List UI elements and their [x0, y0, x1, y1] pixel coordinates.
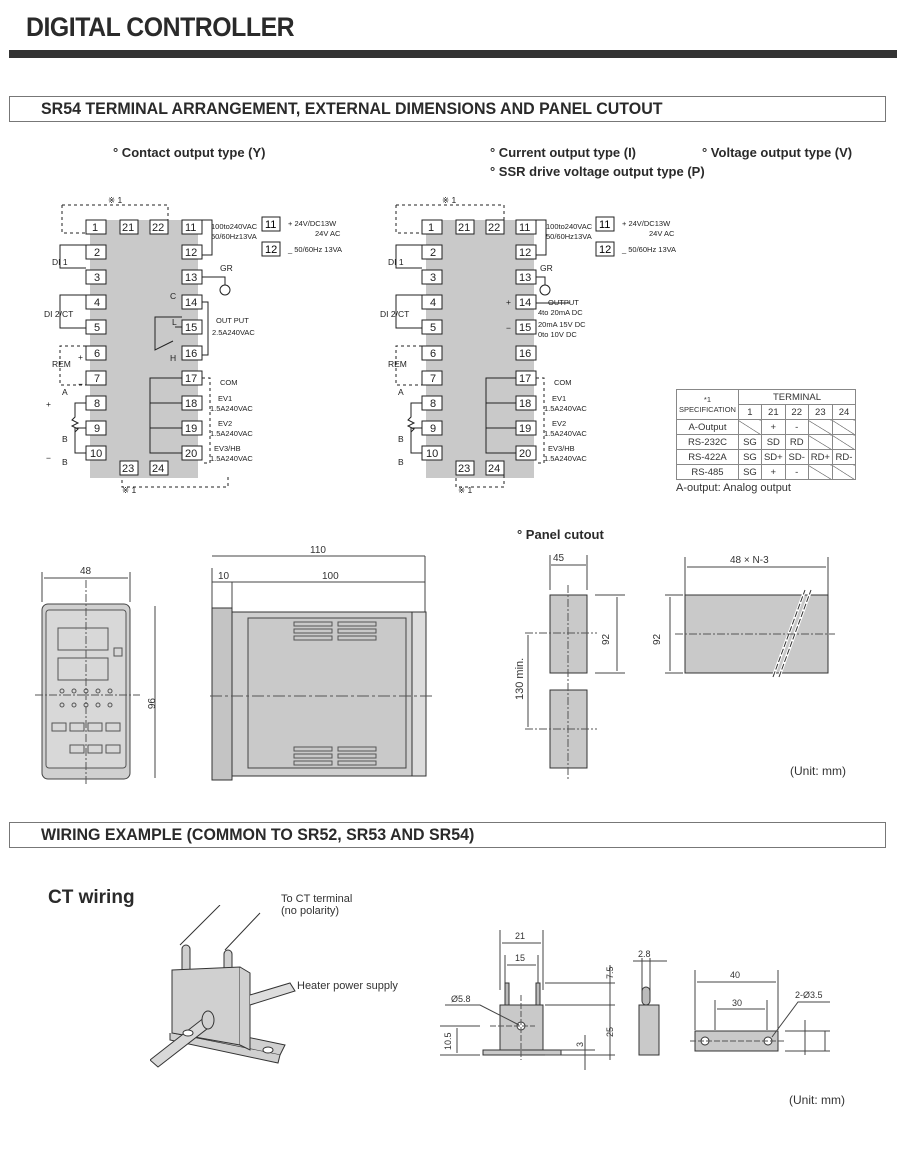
svg-text:GR: GR [540, 263, 553, 273]
panel-cutout-diagram [505, 545, 855, 785]
svg-text:96: 96 [145, 698, 156, 710]
svg-text:B: B [398, 434, 404, 444]
svg-text:+: + [506, 297, 511, 307]
svg-text:H: H [170, 353, 177, 363]
front-view-dimension [30, 560, 170, 790]
title-rule [9, 50, 897, 58]
table-row: RS-232C SG SD RD [677, 435, 856, 450]
svg-text:14: 14 [185, 297, 198, 309]
dc-power-option-left [260, 212, 370, 262]
svg-text:24V AC: 24V AC [649, 229, 675, 238]
svg-text:−: − [78, 379, 83, 389]
table-row: RS-485 SG + - [677, 465, 856, 480]
svg-text:24: 24 [488, 463, 501, 475]
svg-text:18: 18 [519, 398, 532, 410]
svg-text:DI 1: DI 1 [52, 257, 68, 267]
svg-text:1: 1 [92, 222, 99, 234]
svg-text:Ø5.8: Ø5.8 [451, 994, 471, 1004]
svg-text:24: 24 [152, 463, 165, 475]
svg-text:A: A [62, 387, 68, 397]
svg-text:110: 110 [310, 545, 326, 556]
svg-text:7: 7 [94, 373, 101, 385]
svg-text:DI 2/CT: DI 2/CT [44, 309, 74, 319]
svg-text:16: 16 [185, 348, 198, 360]
communication-spec-table: *1 SPECIFICATION TERMINAL 1 21 22 23 24 A-Output + - RS-232C SG SD RD RS-422A SG SD+ SD- RD+ RD- RS-485 SG + - A-output: Analog output [676, 389, 856, 494]
svg-text:18: 18 [185, 398, 198, 410]
svg-text:20: 20 [519, 448, 532, 460]
svg-text:10: 10 [218, 571, 230, 582]
svg-text:13: 13 [185, 272, 198, 284]
side-view-dimension [210, 540, 440, 790]
svg-text:4: 4 [94, 297, 101, 309]
svg-text:23: 23 [458, 463, 471, 475]
table-row: A-Output + - [677, 420, 856, 435]
svg-text:25: 25 [605, 1026, 615, 1037]
svg-text:EV3/HB: EV3/HB [214, 444, 241, 453]
svg-text:1.5A240VAC: 1.5A240VAC [210, 454, 253, 463]
svg-text:REM: REM [388, 359, 407, 369]
svg-text:C: C [170, 291, 177, 301]
svg-text:21: 21 [122, 222, 135, 234]
svg-text:22: 22 [152, 222, 165, 234]
svg-text:50/60Hz13VA: 50/60Hz13VA [546, 232, 592, 241]
svg-text:3: 3 [575, 1041, 585, 1047]
section-header-wiring [9, 822, 886, 848]
svg-text:−: − [506, 323, 511, 333]
svg-text:12: 12 [265, 244, 278, 256]
svg-text:19: 19 [185, 423, 198, 435]
svg-text:REM: REM [52, 359, 71, 369]
terminal-diagram-contact [30, 195, 260, 500]
svg-text:13: 13 [519, 272, 532, 284]
svg-text:※ 1: ※ 1 [108, 195, 123, 205]
svg-text:5: 5 [430, 322, 437, 334]
svg-text:100: 100 [322, 571, 339, 582]
svg-text:+: + [46, 399, 51, 409]
svg-text:12: 12 [185, 247, 198, 259]
svg-text:1.5A240VAC: 1.5A240VAC [544, 429, 587, 438]
svg-text:2.5A240VAC: 2.5A240VAC [212, 328, 255, 337]
svg-text:DI 1: DI 1 [388, 257, 404, 267]
svg-text:2.8: 2.8 [638, 949, 651, 959]
svg-text:DI 2/CT: DI 2/CT [380, 309, 410, 319]
svg-text:11: 11 [599, 219, 611, 231]
svg-text:1.5A240VAC: 1.5A240VAC [210, 429, 253, 438]
unit-note: (Unit: mm) [789, 1093, 845, 1107]
panel-cutout-title: ° Panel cutout [517, 527, 604, 542]
svg-text:10: 10 [426, 448, 439, 460]
svg-text:6: 6 [430, 348, 437, 360]
ct-sensor-illustration [150, 905, 310, 1070]
svg-text:2: 2 [94, 247, 101, 259]
svg-text:EV2: EV2 [218, 419, 233, 428]
svg-text:GR: GR [220, 263, 233, 273]
svg-text:OUT PUT: OUT PUT [216, 316, 249, 325]
svg-text:23: 23 [122, 463, 135, 475]
svg-text:+ 24V/DC13W: + 24V/DC13W [622, 219, 671, 228]
svg-text:20: 20 [185, 448, 198, 460]
contact-output-label: ° Contact output type (Y) [113, 145, 266, 160]
svg-text:10: 10 [90, 448, 103, 460]
section-title: WIRING EXAMPLE (COMMON TO SR52, SR53 AND SR54) [41, 825, 475, 844]
svg-text:16: 16 [519, 348, 532, 360]
svg-text:−: − [46, 453, 51, 463]
svg-text:10.5: 10.5 [443, 1032, 453, 1050]
svg-text:EV1: EV1 [218, 394, 233, 403]
svg-text:22: 22 [488, 222, 501, 234]
svg-text:92: 92 [652, 633, 663, 645]
dc-power-option-right [594, 212, 704, 262]
table-row: RS-422A SG SD+ SD- RD+ RD- [677, 450, 856, 465]
ct-terminal-label: To CT terminal (no polarity) [281, 893, 353, 917]
svg-text:1: 1 [428, 222, 435, 234]
svg-text:B: B [62, 434, 68, 444]
current-output-label: ° Current output type (I) [490, 145, 637, 160]
svg-text:A: A [398, 387, 404, 397]
svg-text:7.5: 7.5 [605, 966, 615, 979]
svg-text:15: 15 [515, 953, 526, 963]
svg-text:4to 20mA DC: 4to 20mA DC [538, 308, 583, 317]
svg-text:24V AC: 24V AC [315, 229, 341, 238]
unit-note: (Unit: mm) [790, 764, 846, 778]
voltage-output-label: ° Voltage output type (V) [702, 145, 853, 160]
svg-text:21: 21 [515, 931, 526, 941]
svg-text:L: L [172, 317, 177, 327]
svg-text:COM: COM [220, 378, 238, 387]
svg-text:40: 40 [730, 970, 741, 980]
svg-text:8: 8 [430, 398, 437, 410]
svg-text:48: 48 [80, 566, 92, 577]
svg-text:17: 17 [519, 373, 532, 385]
svg-text:8: 8 [94, 398, 101, 410]
svg-text:5: 5 [94, 322, 101, 334]
svg-text:3: 3 [430, 272, 437, 284]
svg-text:11: 11 [185, 222, 197, 234]
svg-text:※ 1: ※ 1 [458, 485, 473, 495]
svg-text:EV1: EV1 [552, 394, 567, 403]
heater-label: Heater power supply [297, 980, 398, 992]
section-title: SR54 TERMINAL ARRANGEMENT, EXTERNAL DIMENSIONS AND PANEL CUTOUT [41, 99, 663, 118]
section-header-terminal [9, 96, 886, 122]
svg-text:4: 4 [430, 297, 437, 309]
svg-text:1.5A240VAC: 1.5A240VAC [544, 454, 587, 463]
svg-text:45: 45 [553, 553, 565, 564]
svg-text:COM: COM [554, 378, 572, 387]
table-footnote: A-output: Analog output [676, 482, 791, 494]
svg-text:50/60Hz13VA: 50/60Hz13VA [211, 232, 257, 241]
svg-text:0to 10V DC: 0to 10V DC [538, 330, 577, 339]
ct-dimension-base [690, 965, 840, 1055]
svg-text:※ 1: ※ 1 [122, 485, 137, 495]
svg-text:B: B [398, 457, 404, 467]
svg-text:_ 50/60Hz 13VA: _ 50/60Hz 13VA [288, 245, 343, 254]
svg-text:15: 15 [185, 322, 198, 334]
svg-text:_ 50/60Hz 13VA: _ 50/60Hz 13VA [622, 245, 677, 254]
svg-text:B: B [62, 457, 68, 467]
svg-text:100to240VAC: 100to240VAC [211, 222, 258, 231]
svg-text:30: 30 [732, 998, 743, 1008]
svg-text:17: 17 [185, 373, 198, 385]
svg-text:OUTPUT: OUTPUT [548, 298, 579, 307]
svg-text:9: 9 [94, 423, 101, 435]
terminal-diagram-analog [370, 195, 600, 500]
svg-text:21: 21 [458, 222, 471, 234]
svg-text:9: 9 [430, 423, 437, 435]
svg-text:100to240VAC: 100to240VAC [546, 222, 593, 231]
svg-text:1.5A240VAC: 1.5A240VAC [210, 404, 253, 413]
svg-text:※ 1: ※ 1 [442, 195, 457, 205]
svg-text:+: + [78, 352, 83, 362]
svg-text:7: 7 [430, 373, 437, 385]
svg-text:11: 11 [519, 222, 531, 234]
svg-text:14: 14 [519, 297, 532, 309]
svg-text:15: 15 [519, 322, 532, 334]
svg-text:20mA 15V DC: 20mA 15V DC [538, 320, 586, 329]
svg-text:1.5A240VAC: 1.5A240VAC [544, 404, 587, 413]
ct-dimension-front [435, 925, 675, 1075]
svg-text:2: 2 [430, 247, 437, 259]
svg-text:11: 11 [265, 219, 277, 231]
svg-text:130 min.: 130 min. [514, 657, 526, 700]
svg-text:92: 92 [601, 633, 612, 645]
svg-text:48 × N-3: 48 × N-3 [730, 555, 769, 566]
svg-text:EV2: EV2 [552, 419, 567, 428]
svg-text:6: 6 [94, 348, 101, 360]
ct-wiring-title: CT wiring [48, 887, 135, 908]
svg-text:12: 12 [519, 247, 532, 259]
ssr-output-label: ° SSR drive voltage output type (P) [490, 164, 705, 179]
svg-text:12: 12 [599, 244, 612, 256]
svg-text:19: 19 [519, 423, 532, 435]
svg-text:+ 24V/DC13W: + 24V/DC13W [288, 219, 337, 228]
svg-text:2-Ø3.5: 2-Ø3.5 [795, 990, 823, 1000]
svg-text:3: 3 [94, 272, 101, 284]
page-title: DIGITAL CONTROLLER [26, 12, 295, 42]
svg-text:EV3/HB: EV3/HB [548, 444, 575, 453]
